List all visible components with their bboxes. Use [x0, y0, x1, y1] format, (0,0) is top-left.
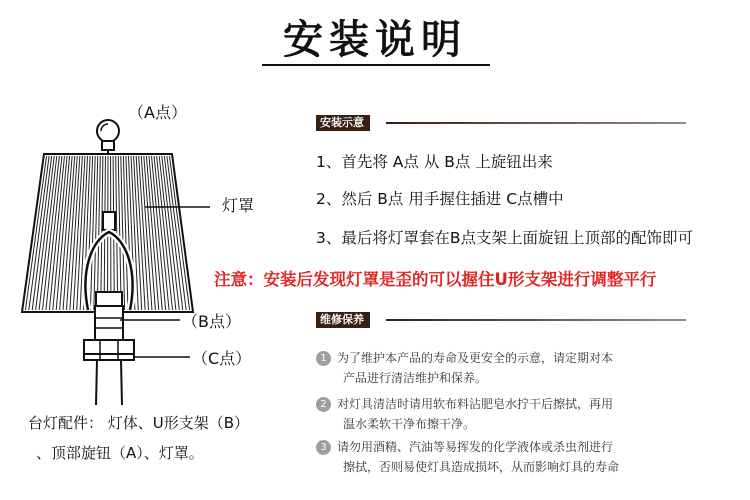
page-title: 安装说明 — [283, 16, 467, 63]
label-point-a: （A点） — [128, 103, 187, 122]
label-point-b: （B点） — [182, 312, 241, 331]
maintenance-section-header — [316, 312, 686, 328]
adjust-notice: 注意：安装后发现灯罩是歪的可以握住U形支架进行调整平行 — [214, 270, 657, 289]
item-text-line-2: 产品进行清洁维护和保养。 — [343, 371, 488, 385]
maintenance-item — [316, 437, 619, 477]
label-point-c: （C点） — [192, 349, 252, 368]
maintenance-item — [316, 348, 613, 388]
maintenance-header-label: 维修保养 — [316, 312, 370, 328]
install-section-header — [316, 115, 686, 131]
install-step-2: 2、然后 B点 用手握住插进 C点槽中 — [316, 190, 564, 208]
item-text-line-1: 为了维护本产品的寿命及更安全的示意，请定期对本 — [337, 351, 614, 365]
parts-line-2: 、顶部旋钮（A）、灯罩。 — [36, 444, 204, 462]
finial-knob — [97, 120, 119, 153]
item-number-badge: 1 — [316, 351, 331, 366]
lamp-body — [96, 360, 122, 405]
item-text-line-1: 请勿用酒精、汽油等易挥发的化学液体或杀虫剂进行 — [337, 440, 614, 454]
maintenance-header-rule — [386, 319, 686, 321]
item-text-line-2: 擦拭，否则易使灯具造成损坏，从而影响灯具的寿命 — [343, 460, 620, 474]
lamp-diagram — [0, 0, 310, 420]
collar-slot — [84, 340, 134, 360]
parts-line-1: 台灯配件： 灯体、U形支架（B） — [28, 414, 250, 432]
install-step-1: 1、首先将 A点 从 B点 上旋钮出来 — [316, 153, 553, 171]
item-number-badge: 2 — [316, 397, 331, 412]
install-header-label: 安装示意 — [316, 115, 370, 131]
bulb-socket — [95, 292, 123, 340]
item-number-badge: 3 — [316, 440, 331, 455]
install-header-rule — [386, 122, 686, 124]
label-lamp-shade: 灯罩 — [222, 196, 255, 215]
maintenance-item — [316, 394, 613, 434]
item-text-line-2: 温水柔软干净布擦干净。 — [343, 417, 476, 431]
item-text-line-1: 对灯具清洁时请用软布料沾肥皂水拧干后擦拭，再用 — [337, 397, 614, 411]
install-step-3: 3、最后将灯罩套在B点支架上面旋钮上顶部的配饰即可 — [316, 229, 693, 247]
